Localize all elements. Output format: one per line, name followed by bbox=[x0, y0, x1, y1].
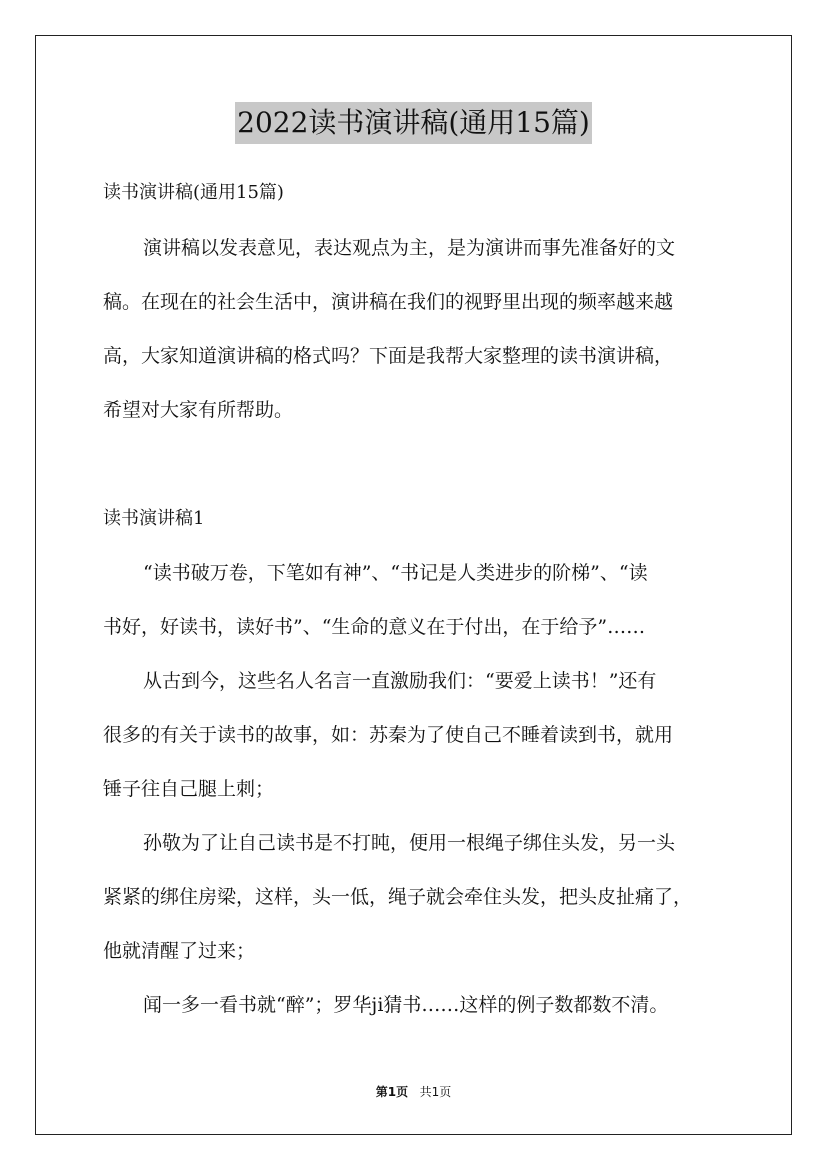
body-line: 从古到今，这些名人名言一直激励我们：“要爱上读书！”还有 bbox=[143, 670, 657, 692]
page-number: 第1页 bbox=[375, 1085, 409, 1099]
title-block bbox=[0, 102, 827, 144]
page-footer bbox=[0, 1082, 827, 1102]
body-line: “读书破万卷，下笔如有神”、“书记是人类进步的阶梯”、“读 bbox=[143, 562, 648, 584]
body-line: 他就清醒了过来； bbox=[103, 940, 256, 962]
intro-line: 稿。在现在的社会生活中，演讲稿在我们的视野里出现的频率越来越 bbox=[103, 291, 674, 313]
intro-line: 高，大家知道演讲稿的格式吗？下面是我帮大家整理的读书演讲稿， bbox=[103, 345, 674, 367]
document-title: 2022读书演讲稿(通用15篇) bbox=[235, 102, 592, 144]
body-line: 很多的有关于读书的故事，如：苏秦为了使自己不睡着读到书，就用 bbox=[103, 724, 674, 746]
intro-line: 希望对大家有所帮助。 bbox=[103, 399, 294, 421]
intro-line: 演讲稿以发表意见，表达观点为主，是为演讲而事先准备好的文 bbox=[143, 237, 676, 259]
page-total: 共1页 bbox=[419, 1085, 452, 1099]
body-line: 书好，好读书，读好书”、“生命的意义在于付出，在于给予”…… bbox=[103, 616, 646, 638]
document-subtitle: 读书演讲稿(通用15篇) bbox=[103, 182, 284, 203]
body-line: 紧紧的绑住房梁，这样，头一低，绳子就会牵住头发，把头皮扯痛了， bbox=[103, 886, 693, 908]
body-line: 锤子往自己腿上刺； bbox=[103, 778, 275, 800]
section-heading: 读书演讲稿1 bbox=[103, 508, 205, 529]
body-line: 闻一多一看书就“醉”；罗华ji猜书……这样的例子数都数不清。 bbox=[143, 994, 669, 1016]
body-line: 孙敬为了让自己读书是不打盹，便用一根绳子绑住头发，另一头 bbox=[143, 832, 676, 854]
